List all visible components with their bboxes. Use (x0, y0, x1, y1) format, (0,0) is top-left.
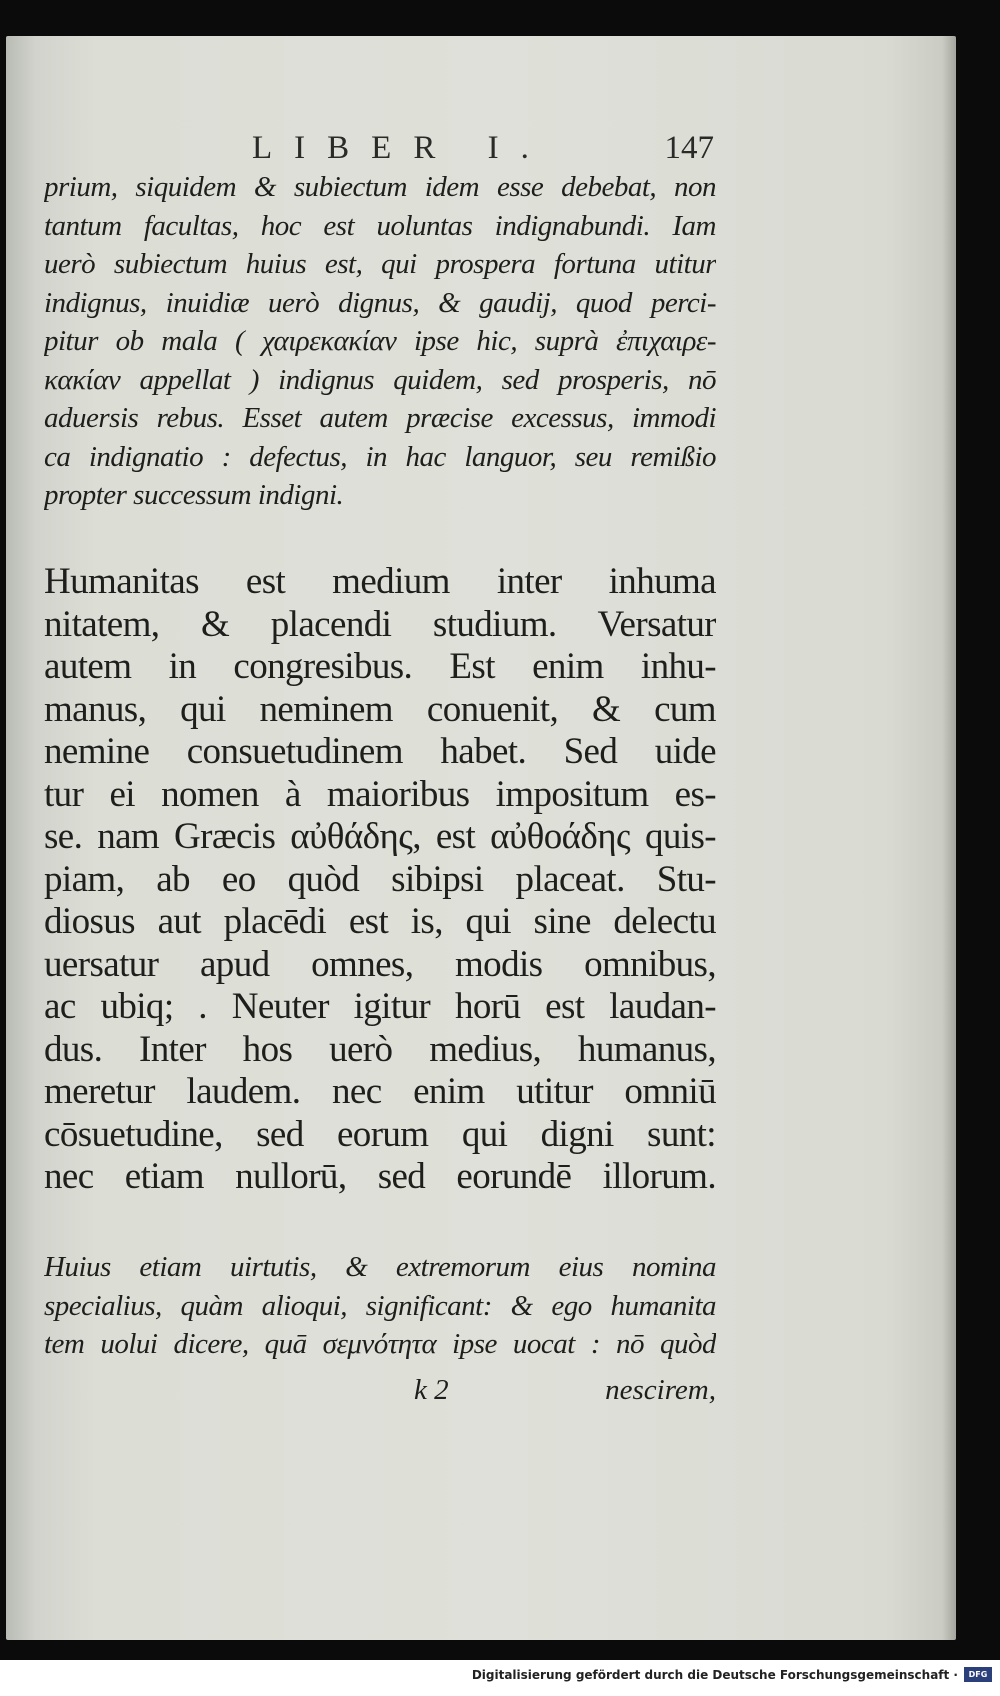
text-line: prium, siquidem & subiectum idem esse debebat, non (44, 171, 716, 203)
text-line: uersatur apud omnes, modis omnibus, (44, 943, 716, 985)
text-line: Huius etiam uirtutis, & extremorum eius nomina (44, 1251, 716, 1283)
funding-credit: Digitalisierung gefördert durch die Deutsche Forschungsgemeinschaft · (471, 1668, 958, 1682)
commentary-top (44, 168, 716, 515)
catch-line (44, 1374, 716, 1414)
text-line: specialius, quàm alioqui, significant: & ego humanita (44, 1289, 716, 1322)
commentary-bottom (44, 1248, 716, 1364)
text-line: ca indignatio : defectus, in hac languor, seu remißio (44, 440, 716, 473)
running-title: LIBER I. (252, 130, 551, 166)
text-line: tantum facultas, hoc est uoluntas indignabundi. Iam (44, 209, 716, 242)
catchword: nescirem, (605, 1374, 716, 1406)
text-line: propter successum indigni. (44, 479, 344, 511)
text-line: tur ei nomen à maioribus impositum es- (44, 773, 716, 815)
text-line: piam, ab eo quòd sibipsi placeat. Stu- (44, 858, 716, 900)
text-line: tem uolui dicere, quā σεμνότητα ipse uocat : nō quòd (44, 1328, 716, 1360)
signature-mark: k 2 (414, 1374, 449, 1406)
text-line: aduersis rebus. Esset autem præcise excessus, immodi (44, 402, 716, 434)
page-edge-shadow (942, 36, 956, 1640)
footer-bar (0, 1660, 1000, 1696)
text-line: uerò subiectum huius est, qui prospera fortuna utitur (44, 248, 716, 280)
text-line: nitatem, & placendi studium. Versatur (44, 603, 716, 645)
text-line: manus, qui neminem conuenit, & cum (44, 688, 716, 730)
text-line: pitur ob mala ( χαιρεκακίαν ipse hic, suprà ἐπιχαιρε- (44, 325, 716, 357)
text-line: ac ubiq; . Neuter igitur horū est laudan- (44, 986, 716, 1027)
text-line: Humanitas est medium inter inhuma (44, 561, 716, 602)
page-number: 147 (664, 130, 714, 166)
text-line: meretur laudem. nec enim utitur omniū (44, 1071, 716, 1112)
text-line: nemine consuetudinem habet. Sed uide (44, 731, 716, 772)
dfg-logo: DFG (964, 1667, 992, 1682)
text-line: κακίαν appellat ) indignus quidem, sed prosperis, nō (44, 363, 716, 396)
text-line: nec etiam nullorū, sed eorundē illorum. (44, 1156, 716, 1197)
text-line: cōsuetudine, sed eorum qui digni sunt: (44, 1113, 716, 1155)
text-line: se. nam Græcis αὐθάδης, est αὐθοάδης quis- (44, 816, 716, 857)
text-line: diosus aut placēdi est is, qui sine delectu (44, 901, 716, 942)
text-line: dus. Inter hos uerò medius, humanus, (44, 1028, 716, 1070)
text-line: indignus, inuidiæ uerò dignus, & gaudij, quod perci- (44, 286, 716, 319)
main-text (44, 561, 716, 1199)
text-line: autem in congresibus. Est enim inhu- (44, 646, 716, 687)
